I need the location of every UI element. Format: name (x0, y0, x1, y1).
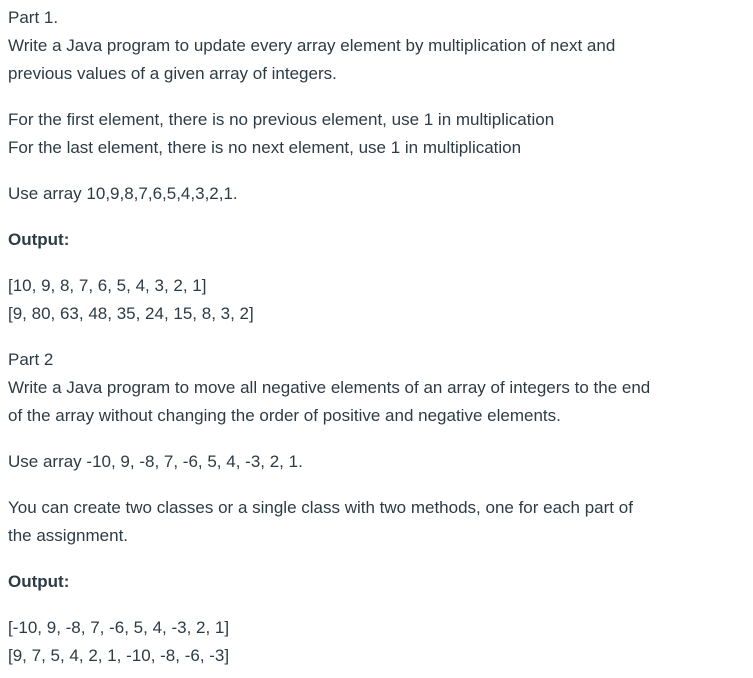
spacer (8, 162, 748, 180)
part2-note-line-1: You can create two classes or a single class with two methods, one for each part of (8, 498, 633, 517)
part1-rule-last: For the last element, there is no next element, use 1 in multiplication (8, 138, 522, 157)
spacer (8, 328, 748, 346)
part1-output-line-1: [10, 9, 8, 7, 6, 5, 4, 3, 2, 1] (8, 276, 207, 295)
assignment-document (8, 4, 748, 670)
spacer (8, 430, 748, 448)
part2-output-line-1: [-10, 9, -8, 7, -6, 5, 4, -3, 2, 1] (8, 618, 230, 637)
spacer (8, 476, 748, 494)
part1-rule-first: For the first element, there is no previous element, use 1 in multiplication (8, 110, 555, 129)
spacer (8, 88, 748, 106)
spacer (8, 596, 748, 614)
part1-heading: Part 1. (8, 8, 59, 27)
spacer (8, 550, 748, 568)
part2-output-line-2: [9, 7, 5, 4, 2, 1, -10, -8, -6, -3] (8, 646, 230, 665)
part2-heading: Part 2 (8, 350, 54, 369)
part1-output-line-2: [9, 80, 63, 48, 35, 24, 15, 8, 3, 2] (8, 304, 254, 323)
spacer (8, 208, 748, 226)
part2-description-line-1: Write a Java program to move all negative elements of an array of integers to the end (8, 378, 651, 397)
part2-note-line-2: the assignment. (8, 526, 129, 545)
part2-output-label: Output: (8, 572, 70, 591)
part1-description-line-1: Write a Java program to update every array element by multiplication of next and (8, 36, 616, 55)
part1-use-array: Use array 10,9,8,7,6,5,4,3,2,1. (8, 184, 238, 203)
part1-description-line-2: previous values of a given array of integers. (8, 64, 337, 83)
part1-output-label: Output: (8, 230, 70, 249)
spacer (8, 254, 748, 272)
part2-description-line-2: of the array without changing the order of positive and negative elements. (8, 406, 561, 425)
part2-use-array: Use array -10, 9, -8, 7, -6, 5, 4, -3, 2, 1. (8, 452, 303, 471)
